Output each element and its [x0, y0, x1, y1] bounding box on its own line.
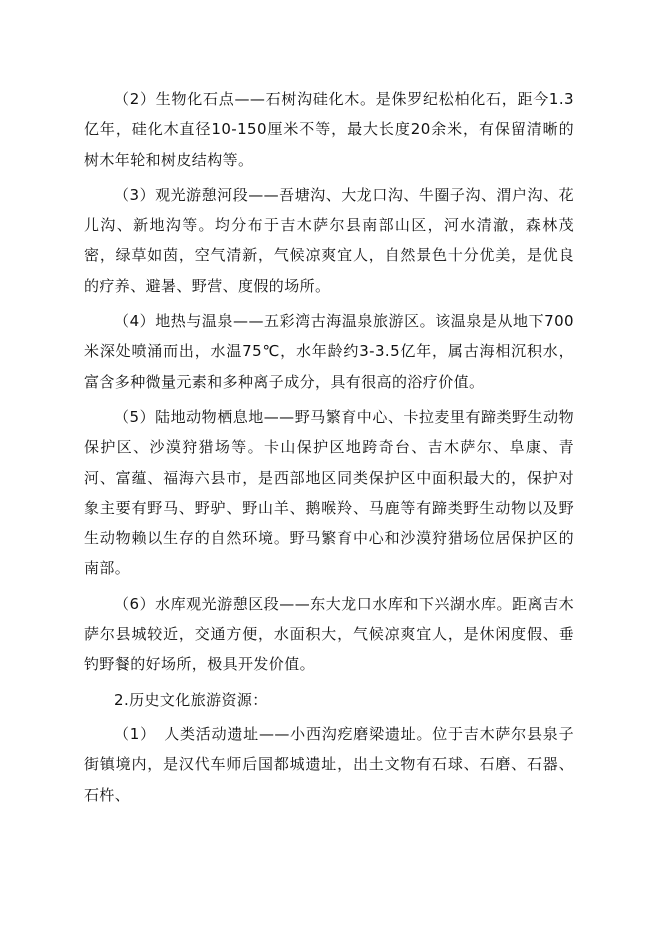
- document-page: [84, 84, 574, 815]
- paragraph-river-section: （3）观光游憩河段——吾塘沟、大龙口沟、牛圈子沟、渭户沟、花儿沟、新地沟等。均分布于吉木萨尔县南部山区，河水清澈，森林茂密，绿草如茵，空气清新，气候凉爽宜人，自然景色十分优美，是优良的疗养、避暑、野营、度假的场所。: [84, 185, 574, 295]
- section-heading-history: 2.历史文化旅游资源：: [114, 690, 268, 709]
- paragraph-reservoir: （6）水库观光游憩区段——东大龙口水库和下兴湖水库。距离吉木萨尔县城较近，交通方便，水面积大，气候凉爽宜人，是休闲度假、垂钓野餐的好场所，极具开发价值。: [84, 594, 574, 674]
- paragraph-fossil-site: （2）生物化石点——石树沟硅化木。是侏罗纪松柏化石，距今1.3亿年，硅化木直径10-150厘米不等，最大长度20余米，有保留清晰的树木年轮和树皮结构等。: [84, 90, 574, 169]
- paragraph-ancient-site: （1） 人类活动遗址——小西沟疙磨梁遗址。位于吉木萨尔县泉子街镇境内，是汉代车师后国都城遗址，出土文物有石球、石磨、石器、石杵、: [84, 724, 574, 804]
- paragraph-wildlife-habitat: （5）陆地动物栖息地——野马繁育中心、卡拉麦里有蹄类野生动物保护区、沙漠狩猎场等。卡山保护区地跨奇台、吉木萨尔、阜康、青河、富蕴、福海六县市，是西部地区同类保护区中面积最大的，保护对象主要有野马、野驴、野山羊、鹅喉羚、马鹿等有蹄类野生动物以及野生动物赖以生存的自然环境。野马繁育中心和沙漠狩猎场位居保护区的南部。: [84, 407, 574, 578]
- paragraph-hot-spring: （4）地热与温泉——五彩湾古海温泉旅游区。该温泉是从地下700米深处喷涌而出，水温75℃，水年龄约3-3.5亿年，属古海相沉积水，富含多种微量元素和多种离子成分，具有很高的浴疗价值。: [84, 312, 574, 391]
